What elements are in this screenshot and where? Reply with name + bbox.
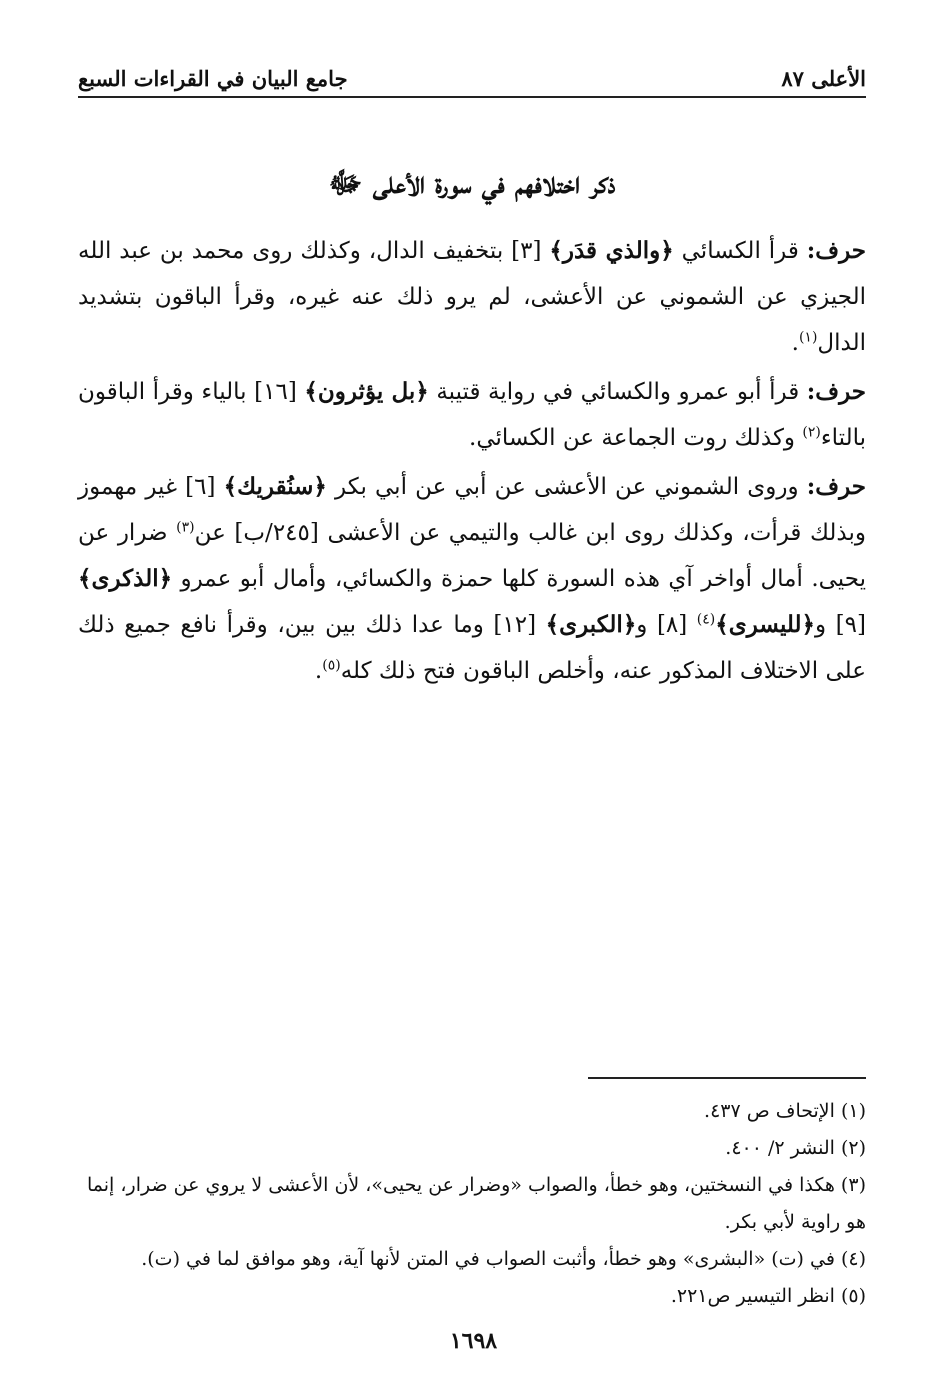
footnote-3: (٣) هكذا في النسختين، وهو خطأ، والصواب «وضرار عن يحيى»، لأن الأعشى لا يروي عن ضرار، إنما هو راوية لأبي بكر.	[87, 1174, 866, 1233]
section-title-text: ذكر اختلافهم في سورة الأعلى	[372, 166, 616, 201]
text-run: [٦] غير مهموز وبذلك قرأت، وكذلك روى ابن غالب والتيمي عن الأعشى [٢٤٥/ب] عن	[78, 474, 866, 546]
paragraph-label: حرف:	[806, 473, 866, 500]
paragraph-label: حرف:	[806, 237, 866, 264]
footnote-4: (٤) في (ت) «البشرى» وهو خطأ، وأثبت الصواب في المتن لأنها آية، وهو موافق لما في (ت).	[141, 1248, 866, 1270]
page-number: ١٦٩٨	[449, 1328, 498, 1354]
text-run: .	[791, 330, 799, 356]
quran-quote: ﴿سنُقريك﴾	[223, 473, 327, 500]
quran-quote: ﴿بل يؤثرون﴾	[304, 378, 429, 405]
footnote-ref: (٢)	[802, 424, 821, 441]
text-run: [٣] بتخفيف الدال، وكذلك روى محمد بن عبد الله الجيزي عن الشموني عن الأعشى، لم يرو ذلك عنه غيره، وقرأ الباقون بتشديد الدال	[78, 238, 866, 356]
footnote-5: (٥) انظر التيسير ص٢٢١.	[670, 1285, 866, 1307]
footnote-ref: (٣)	[176, 519, 195, 536]
quran-quote: ﴿الكبرى﴾	[545, 611, 637, 638]
text-run: .	[314, 658, 323, 684]
text-run: [٨] و	[636, 612, 697, 638]
paragraph-1	[78, 228, 866, 366]
header-surah-page: الأعلى ٨٧	[781, 65, 866, 91]
text-run: ضرار عن يحيى. أمال أواخر آي هذه السورة كلها حمزة والكسائي، وأمال أبو عمرو	[78, 520, 866, 592]
footnote-ref: (٥)	[322, 657, 341, 674]
paragraph-3	[78, 464, 866, 694]
section-title	[78, 165, 866, 208]
quran-quote: ﴿لليسرى﴾	[715, 611, 815, 638]
main-text	[78, 228, 866, 697]
text-run: قرأ الكسائي	[673, 238, 799, 264]
text-run: وروى الشموني عن الأعشى عن أبي عن أبي بكر	[326, 474, 799, 500]
footnote-1: (١) الإتحاف ص ٤٣٧.	[704, 1100, 866, 1122]
footnote-2: (٢) النشر ٢/ ٤٠٠.	[725, 1137, 866, 1159]
header-book-title: جامع البيان في القراءات السبع	[78, 65, 348, 91]
quran-quote: ﴿الذكرى﴾	[78, 565, 173, 592]
footnote-ref: (٤)	[696, 611, 716, 628]
footnote-ref: (١)	[798, 329, 818, 346]
text-run: [٩] و	[815, 612, 866, 638]
running-header	[78, 60, 866, 98]
paragraph-2	[78, 369, 866, 461]
honorific-glyph: ﷻ	[328, 166, 363, 201]
footnotes	[78, 1093, 866, 1315]
text-run: قرأ أبو عمرو والكسائي في رواية قتيبة	[428, 379, 800, 405]
text-run: وكذلك روت الجماعة عن الكسائي.	[469, 425, 803, 451]
text-run: [١٦] بالياء وقرأ الباقون بالتاء	[78, 379, 866, 451]
paragraph-label: حرف:	[806, 378, 866, 405]
footnote-divider	[588, 1077, 866, 1079]
quran-quote: ﴿والذي قدَر﴾	[549, 237, 674, 264]
text-run: [١٢] وما عدا ذلك بين بين، وقرأ نافع جميع ذلك على الاختلاف المذكور عنه، وأخلص الباقون فتح ذلك كله	[78, 612, 866, 684]
